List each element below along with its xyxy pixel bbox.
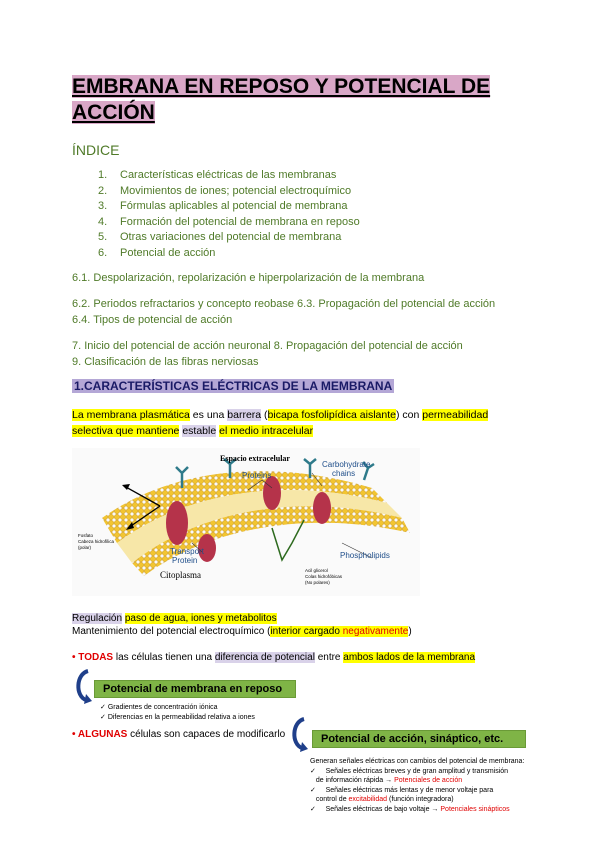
accion-box: Potencial de acción, sináptico, etc. bbox=[312, 730, 526, 748]
label-espacio: Espacio extracelular bbox=[220, 454, 290, 463]
label-proteins: Proteins bbox=[242, 471, 272, 480]
accion-intro: Generan señales eléctricas con cambios del potencial de membrana: bbox=[310, 758, 525, 765]
label-cabeza: Cabeza hidrofílica bbox=[78, 539, 115, 544]
toc-sub-6-2[interactable]: 6.2. Periodos refractarios y concepto reobase 6.3. Propagación del potencial de acción bbox=[72, 298, 496, 310]
index-heading: ÍNDICE bbox=[72, 142, 120, 158]
label-no-polares: (No polares) bbox=[305, 580, 330, 585]
toc-item[interactable]: 5. Otras variaciones del potencial de membrana bbox=[98, 231, 342, 243]
toc-item[interactable]: 6. Potencial de acción bbox=[98, 246, 216, 259]
label-citoplasma: Citoplasma bbox=[160, 570, 201, 580]
label-fosfato: Fosfato bbox=[78, 533, 94, 538]
list-item: ✓ Señales eléctricas breves y de gran amplitud y transmisión bbox=[310, 767, 509, 775]
intro-paragraph: La membrana plasmática es una barrera (bicapa fosfolipídica aislante) con permeabilidad selectiva que mantiene estable el medio intracelular bbox=[72, 409, 489, 437]
algunas-line: • ALGUNAS células son capaces de modificarlo bbox=[72, 729, 286, 740]
label-polar: (polar) bbox=[78, 545, 92, 550]
reposo-list bbox=[100, 703, 255, 722]
list-item: de información rápida → Potenciales de acción bbox=[315, 777, 463, 784]
page-title: EMBRANA EN REPOSO Y POTENCIAL DE ACCIÓN bbox=[72, 75, 491, 124]
label-carbohydrate: Carbohydrate bbox=[322, 460, 371, 469]
label-chains: chains bbox=[332, 469, 356, 478]
label-acil: Acil glicerol bbox=[305, 568, 328, 573]
label-protein: Protein bbox=[172, 556, 198, 565]
list-item: ✓ Señales eléctricas de bajo voltaje → Potenciales sinápticos bbox=[310, 805, 510, 813]
label-phospholipids: Phospholipids bbox=[340, 551, 390, 560]
regulation-lines: Regulación paso de agua, iones y metabolitos Mantenimiento del potencial electroquímico (interior cargado negativamente) bbox=[72, 613, 412, 637]
list-item: control de excitabilidad (función integradora) bbox=[315, 796, 454, 803]
list-item: ✓ Señales eléctricas más lentas y de menor voltaje para bbox=[310, 786, 494, 794]
toc-sub-9[interactable]: 9. Clasificación de las fibras nerviosas bbox=[72, 356, 259, 368]
toc-item[interactable]: 4. Formación del potencial de membrana en reposo bbox=[98, 215, 360, 228]
toc-sub-7[interactable]: 7. Inicio del potencial de acción neuronal 8. Propagación del potencial de acción bbox=[72, 340, 463, 352]
label-colas: Colas hidrofóbicas bbox=[305, 574, 343, 579]
curved-arrow-icon bbox=[288, 716, 310, 752]
label-transport: Transport bbox=[170, 547, 204, 556]
toc-item[interactable]: 2. Movimientos de iones; potencial electroquímico bbox=[98, 184, 352, 197]
curved-arrow-icon bbox=[72, 668, 94, 704]
toc-sub-6-1[interactable]: 6.1. Despolarización, repolarización e hiperpolarización de la membrana bbox=[72, 272, 425, 284]
reposo-box: Potencial de membrana en reposo bbox=[94, 680, 296, 698]
list-item: ✓ Gradientes de concentración iónica bbox=[100, 704, 218, 711]
toc-item[interactable]: 1. Características eléctricas de las membranas bbox=[98, 169, 337, 181]
protein-shape bbox=[166, 501, 188, 545]
membrane-diagram bbox=[72, 448, 420, 596]
table-of-contents bbox=[98, 168, 360, 261]
protein-shape bbox=[313, 492, 331, 524]
list-item: ✓ Diferencias en la permeabilidad relativa a iones bbox=[100, 713, 255, 721]
accion-list bbox=[310, 757, 580, 814]
section-heading-1: 1.CARACTERÍSTICAS ELÉCTRICAS DE LA MEMBRANA bbox=[74, 379, 393, 393]
protein-shape bbox=[263, 476, 281, 510]
toc-sub-6-4[interactable]: 6.4. Tipos de potencial de acción bbox=[72, 314, 233, 326]
toc-item[interactable]: 3. Fórmulas aplicables al potencial de membrana bbox=[98, 200, 348, 212]
todas-line: • TODAS las células tienen una diferencia de potencial entre ambos lados de la membrana bbox=[72, 652, 476, 663]
